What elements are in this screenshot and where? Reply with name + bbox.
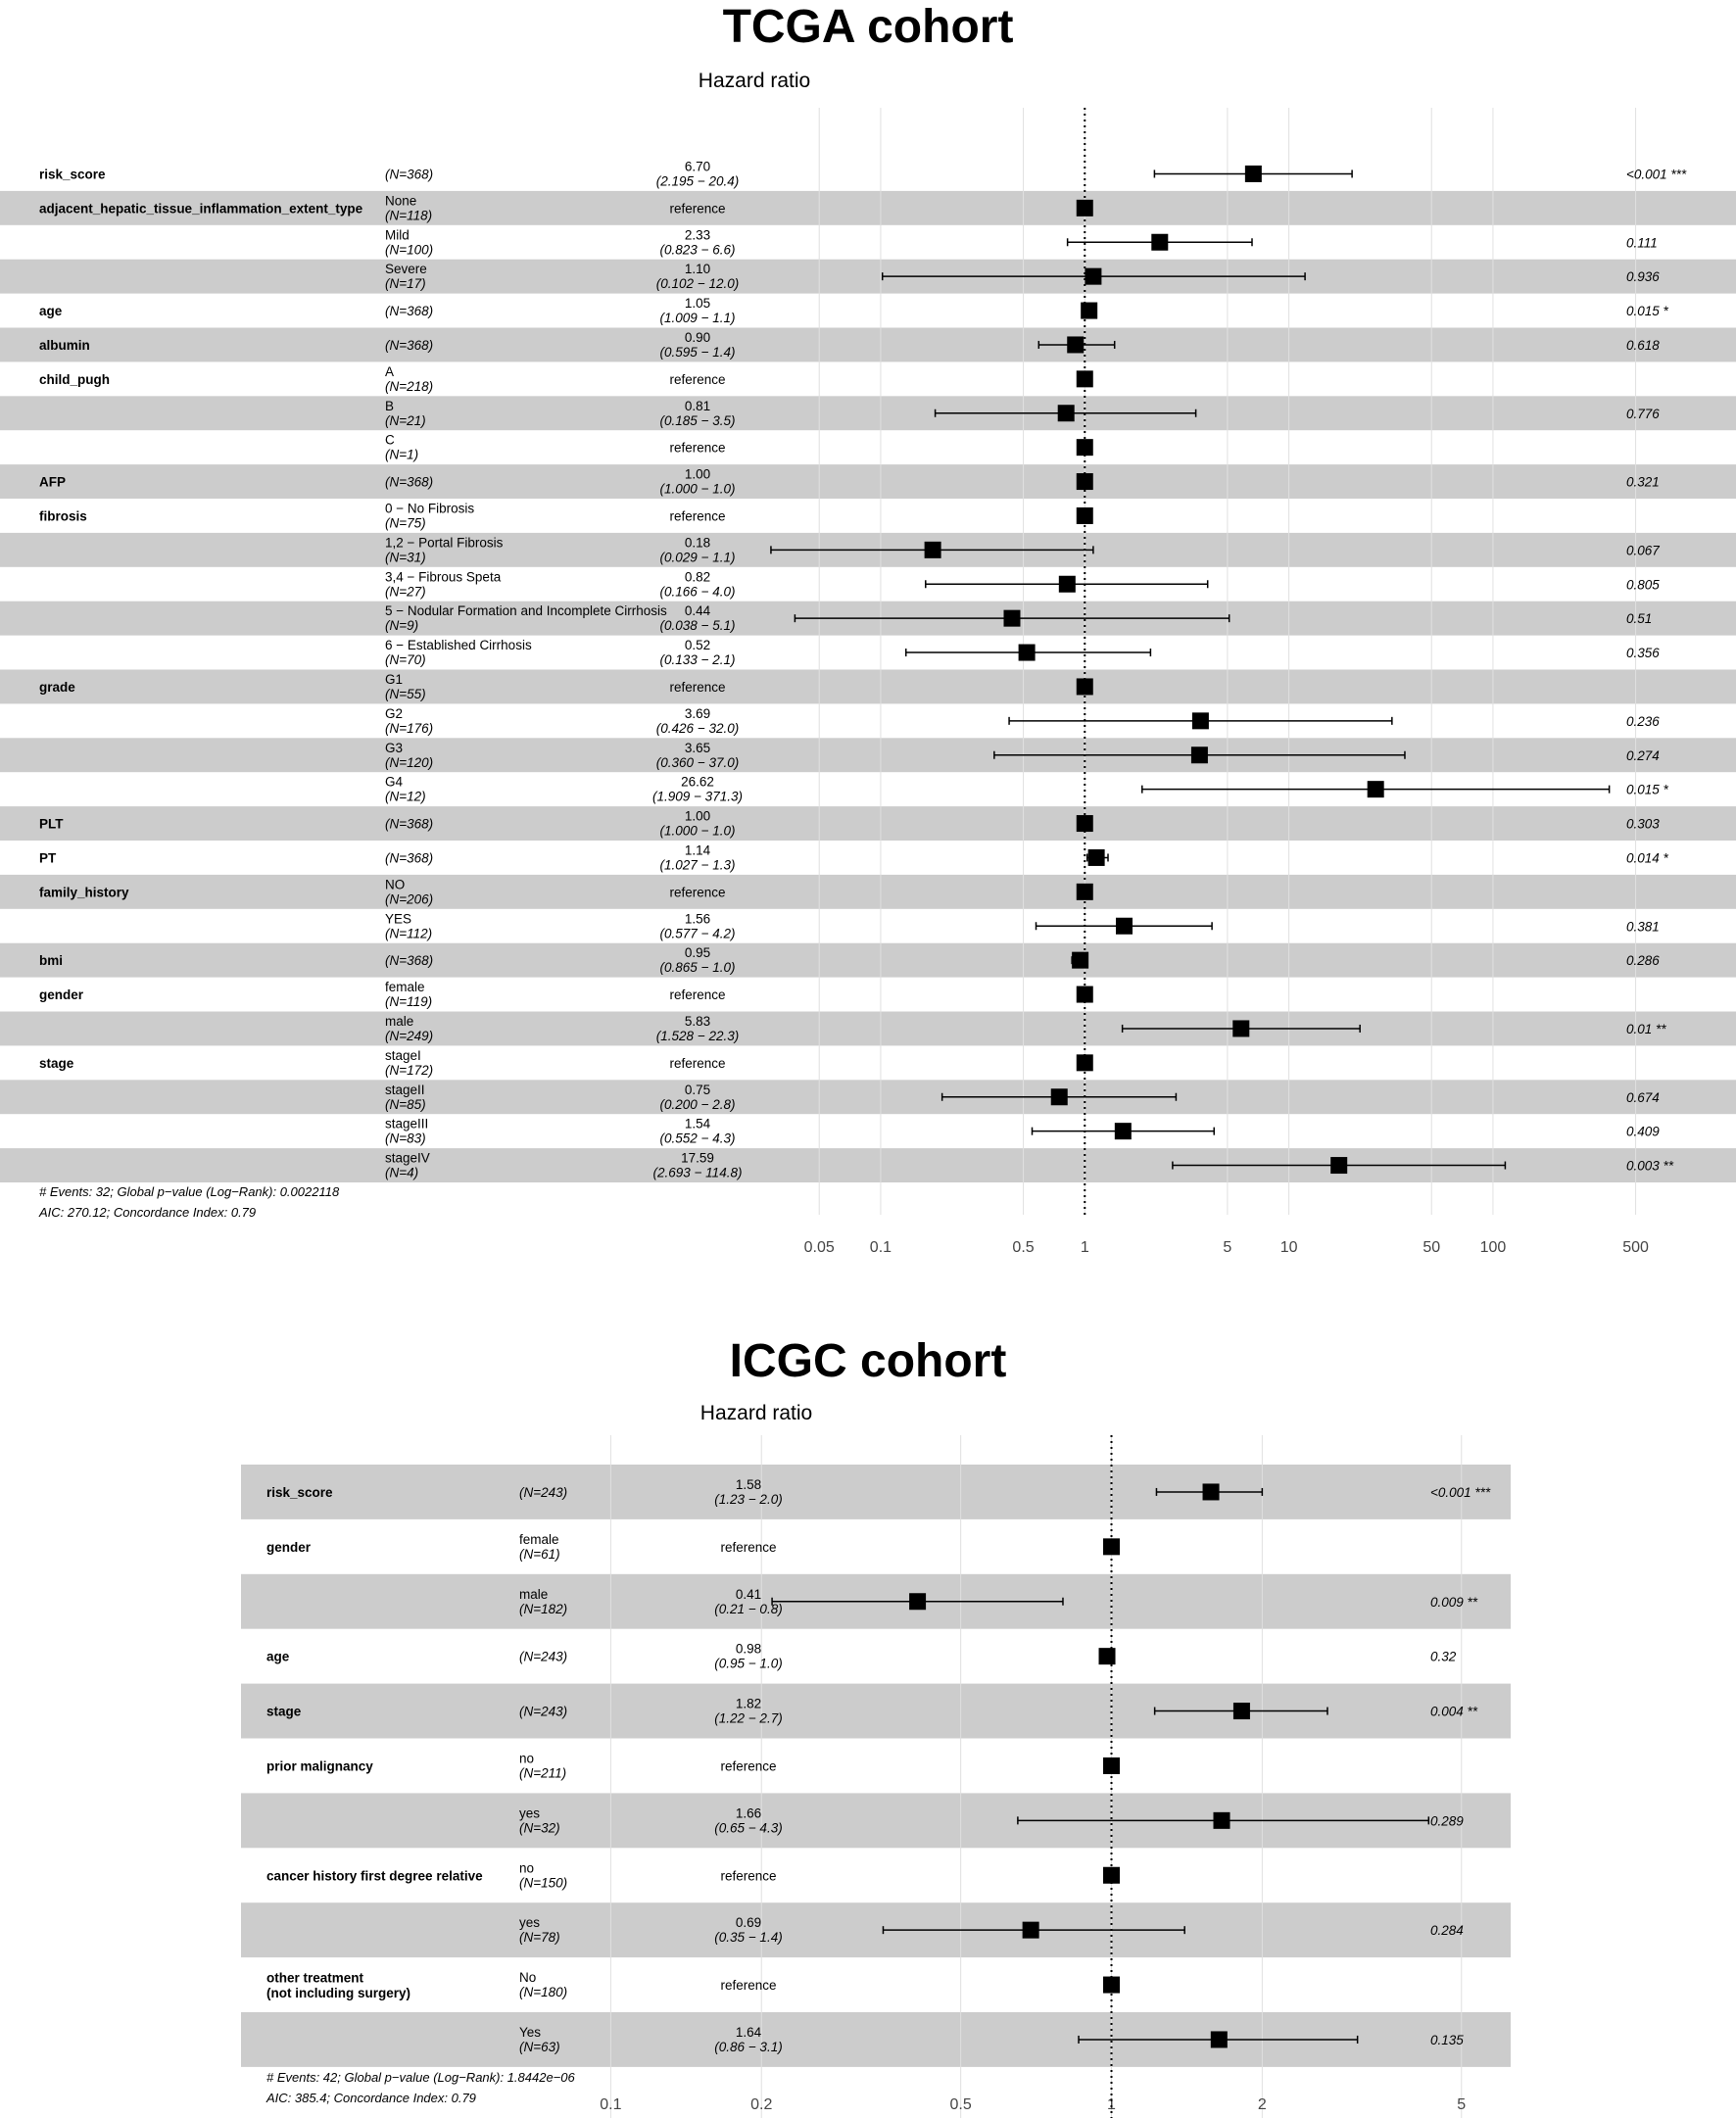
row-hr-label: 1.00 bbox=[684, 808, 711, 824]
hr-point bbox=[1003, 610, 1020, 627]
row-hr-label: 0.52 bbox=[684, 638, 711, 653]
x-tick-label: 1 bbox=[1080, 1239, 1089, 1256]
row-variable-label: adjacent_hepatic_tissue_inflammation_extent_type bbox=[39, 201, 363, 217]
hr-point bbox=[1103, 1757, 1120, 1774]
row-level-label: 6 − Established Cirrhosis bbox=[385, 638, 532, 653]
icgc-forest-plot bbox=[0, 1274, 1736, 2118]
row-n-label: (N=120) bbox=[385, 754, 434, 770]
row-hr-label: 0.18 bbox=[684, 535, 711, 551]
row-p-value: 0.321 bbox=[1626, 474, 1660, 490]
row-p-value: 0.289 bbox=[1430, 1813, 1464, 1829]
row-level-label: no bbox=[519, 1860, 535, 1876]
row-n-label: (N=249) bbox=[385, 1028, 434, 1043]
row-hr-label: 5.83 bbox=[684, 1013, 711, 1029]
row-n-label: (N=9) bbox=[385, 618, 419, 634]
row-level-label: G4 bbox=[385, 774, 404, 790]
hr-point bbox=[1058, 405, 1075, 421]
row-p-value: 0.618 bbox=[1626, 337, 1660, 353]
row-variable-label: grade bbox=[39, 679, 75, 695]
row-n-label: (N=368) bbox=[385, 167, 434, 182]
row-hr-label: 2.33 bbox=[684, 227, 711, 243]
row-p-value: 0.303 bbox=[1626, 816, 1660, 832]
hr-point bbox=[1088, 849, 1105, 866]
tcga-title: TCGA cohort bbox=[722, 1, 1014, 53]
hr-point bbox=[1103, 1538, 1120, 1555]
row-reference-label: reference bbox=[669, 885, 726, 900]
hr-point bbox=[1245, 166, 1262, 182]
hr-point bbox=[1233, 1703, 1250, 1719]
hr-point bbox=[1077, 200, 1093, 217]
hr-point bbox=[1214, 1812, 1230, 1829]
hr-point bbox=[1232, 1020, 1249, 1036]
row-n-label: (N=368) bbox=[385, 304, 434, 319]
row-hr-label: 1.10 bbox=[684, 262, 711, 277]
row-level-label: female bbox=[385, 980, 425, 995]
row-ci-label: (0.552 − 4.3) bbox=[659, 1131, 736, 1146]
row-hr-label: 26.62 bbox=[681, 774, 714, 790]
row-n-label: (N=218) bbox=[385, 378, 434, 394]
x-tick-label: 0.5 bbox=[1012, 1239, 1035, 1256]
hr-point bbox=[1116, 918, 1133, 935]
row-variable-label: other treatment bbox=[266, 1970, 364, 1986]
row-level-label: YES bbox=[385, 911, 412, 927]
row-n-label: (N=31) bbox=[385, 550, 426, 565]
row-reference-label: reference bbox=[669, 440, 726, 456]
row-reference-label: reference bbox=[669, 508, 726, 524]
tcga-xlabel: Hazard ratio bbox=[698, 70, 811, 92]
row-p-value: 0.409 bbox=[1626, 1124, 1660, 1139]
row-p-value: 0.776 bbox=[1626, 406, 1660, 421]
row-level-label: A bbox=[385, 363, 395, 379]
row-hr-label: 1.54 bbox=[684, 1116, 711, 1131]
row-ci-label: (0.038 − 5.1) bbox=[659, 618, 736, 634]
row-hr-label: 0.44 bbox=[684, 603, 711, 619]
row-n-label: (N=368) bbox=[385, 953, 434, 969]
row-ci-label: (1.000 − 1.0) bbox=[659, 823, 736, 839]
x-tick-label: 2 bbox=[1257, 2096, 1267, 2113]
row-level-label: G1 bbox=[385, 671, 404, 687]
row-n-label: (N=75) bbox=[385, 515, 426, 531]
row-level-label: yes bbox=[519, 1915, 541, 1931]
row-hr-label: 0.69 bbox=[735, 1915, 762, 1931]
hr-point bbox=[1103, 1977, 1120, 1994]
row-p-value: 0.01 ** bbox=[1626, 1021, 1666, 1036]
hr-point bbox=[1023, 1922, 1039, 1939]
row-p-value: 0.805 bbox=[1626, 577, 1660, 593]
row-background bbox=[241, 1465, 1511, 1519]
row-n-label: (N=182) bbox=[519, 1601, 568, 1616]
row-variable-label: gender bbox=[266, 1539, 312, 1555]
row-n-label: (N=243) bbox=[519, 1484, 568, 1500]
row-ci-label: (0.029 − 1.1) bbox=[659, 550, 736, 565]
row-background bbox=[0, 1012, 1736, 1046]
row-n-label: (N=1) bbox=[385, 447, 419, 462]
tcga-footnote-aic: AIC: 270.12; Concordance Index: 0.79 bbox=[39, 1205, 257, 1220]
icgc-title: ICGC cohort bbox=[729, 1335, 1007, 1387]
row-ci-label: (0.577 − 4.2) bbox=[659, 926, 736, 941]
row-ci-label: (1.027 − 1.3) bbox=[659, 857, 736, 873]
row-reference-label: reference bbox=[669, 201, 726, 217]
row-level-label: NO bbox=[385, 877, 406, 892]
row-n-label: (N=27) bbox=[385, 584, 426, 600]
row-p-value: 0.015 * bbox=[1626, 304, 1668, 319]
row-p-value: 0.067 bbox=[1626, 543, 1660, 558]
row-n-label: (N=100) bbox=[385, 242, 434, 258]
row-n-label: (N=4) bbox=[385, 1165, 419, 1180]
row-hr-label: 1.66 bbox=[735, 1805, 762, 1821]
row-level-label: No bbox=[519, 1970, 537, 1986]
hr-point bbox=[1077, 473, 1093, 490]
row-hr-label: 3.65 bbox=[684, 740, 711, 755]
x-tick-label: 0.1 bbox=[869, 1239, 892, 1256]
row-p-value: 0.015 * bbox=[1626, 782, 1668, 797]
row-hr-label: 0.95 bbox=[684, 945, 711, 961]
row-variable-label: risk_score bbox=[39, 167, 106, 182]
hr-point bbox=[1072, 952, 1088, 969]
hr-point bbox=[1368, 781, 1384, 797]
x-tick-label: 5 bbox=[1223, 1239, 1232, 1256]
row-level-label: 0 − No Fibrosis bbox=[385, 501, 475, 516]
row-variable-label: PT bbox=[39, 850, 57, 866]
row-p-value: 0.286 bbox=[1626, 953, 1660, 969]
row-n-label: (N=243) bbox=[519, 1704, 568, 1719]
row-variable-label: (not including surgery) bbox=[266, 1985, 410, 2000]
row-ci-label: (2.693 − 114.8) bbox=[652, 1165, 743, 1180]
row-background bbox=[0, 1080, 1736, 1114]
row-ci-label: (1.009 − 1.1) bbox=[659, 311, 736, 326]
row-p-value: 0.284 bbox=[1430, 1923, 1464, 1939]
row-level-label: G3 bbox=[385, 740, 404, 755]
row-p-value: 0.936 bbox=[1626, 269, 1660, 285]
row-variable-label: AFP bbox=[39, 474, 66, 490]
row-variable-label: child_pugh bbox=[39, 371, 110, 387]
row-ci-label: (0.35 − 1.4) bbox=[714, 1930, 783, 1946]
row-reference-label: reference bbox=[720, 1539, 777, 1555]
hr-point bbox=[1211, 2031, 1228, 2047]
hr-point bbox=[1151, 234, 1168, 251]
icgc-footnote-events: # Events: 42; Global p−value (Log−Rank): 1.8442e−06 bbox=[266, 2070, 575, 2085]
row-reference-label: reference bbox=[669, 987, 726, 1003]
row-n-label: (N=368) bbox=[385, 816, 434, 832]
row-ci-label: (0.86 − 3.1) bbox=[714, 2039, 783, 2054]
hr-point bbox=[1203, 1483, 1220, 1500]
x-tick-label: 100 bbox=[1479, 1239, 1507, 1256]
row-n-label: (N=83) bbox=[385, 1131, 426, 1146]
row-n-label: (N=150) bbox=[519, 1875, 568, 1891]
hr-point bbox=[1077, 1054, 1093, 1071]
row-hr-label: 0.98 bbox=[735, 1641, 762, 1657]
row-n-label: (N=118) bbox=[385, 208, 433, 223]
row-p-value: 0.32 bbox=[1430, 1649, 1457, 1664]
row-n-label: (N=78) bbox=[519, 1930, 560, 1946]
row-background bbox=[0, 875, 1736, 909]
row-reference-label: reference bbox=[669, 679, 726, 695]
row-ci-label: (0.360 − 37.0) bbox=[655, 754, 740, 770]
row-ci-label: (0.166 − 4.0) bbox=[659, 584, 736, 600]
hr-point bbox=[1330, 1157, 1347, 1174]
row-ci-label: (0.200 − 2.8) bbox=[659, 1096, 736, 1112]
row-background bbox=[0, 738, 1736, 772]
hr-point bbox=[909, 1593, 926, 1610]
row-hr-label: 1.05 bbox=[684, 296, 711, 312]
row-reference-label: reference bbox=[720, 1978, 777, 1994]
row-n-label: (N=85) bbox=[385, 1096, 426, 1112]
hr-point bbox=[1192, 712, 1209, 729]
row-level-label: female bbox=[519, 1531, 559, 1547]
row-hr-label: 6.70 bbox=[684, 159, 711, 174]
icgc-xlabel: Hazard ratio bbox=[699, 1402, 813, 1424]
row-variable-label: PLT bbox=[39, 816, 64, 832]
x-tick-label: 10 bbox=[1279, 1239, 1298, 1256]
row-level-label: stageI bbox=[385, 1047, 421, 1063]
row-n-label: (N=32) bbox=[519, 1820, 560, 1836]
row-variable-label: cancer history first degree relative bbox=[266, 1868, 483, 1884]
row-variable-label: albumin bbox=[39, 337, 90, 353]
row-ci-label: (0.823 − 6.6) bbox=[659, 242, 736, 258]
row-level-label: stageIV bbox=[385, 1150, 430, 1166]
row-level-label: Severe bbox=[385, 262, 427, 277]
row-level-label: no bbox=[519, 1751, 535, 1766]
row-variable-label: age bbox=[39, 304, 63, 319]
hr-point bbox=[1085, 268, 1101, 285]
row-ci-label: (1.23 − 2.0) bbox=[714, 1491, 783, 1507]
hr-point bbox=[1067, 336, 1084, 353]
row-n-label: (N=70) bbox=[385, 652, 426, 668]
hr-point bbox=[1081, 303, 1097, 319]
x-tick-label: 500 bbox=[1622, 1239, 1649, 1256]
row-level-label: B bbox=[385, 398, 395, 413]
row-background bbox=[0, 806, 1736, 841]
row-level-label: stageII bbox=[385, 1082, 425, 1097]
row-hr-label: 0.41 bbox=[735, 1586, 762, 1602]
row-n-label: (N=21) bbox=[385, 412, 426, 428]
row-ci-label: (0.95 − 1.0) bbox=[714, 1656, 783, 1671]
row-level-label: G2 bbox=[385, 705, 404, 721]
row-level-label: C bbox=[385, 432, 395, 448]
row-hr-label: 1.14 bbox=[684, 842, 711, 858]
row-p-value: 0.51 bbox=[1626, 611, 1653, 627]
x-tick-label: 0.1 bbox=[600, 2096, 622, 2113]
icgc-footnote-aic: AIC: 385.4; Concordance Index: 0.79 bbox=[266, 2091, 476, 2105]
hr-point bbox=[1077, 884, 1093, 900]
row-level-label: None bbox=[385, 193, 417, 209]
x-tick-label: 50 bbox=[1423, 1239, 1441, 1256]
row-n-label: (N=206) bbox=[385, 891, 434, 907]
row-variable-label: gender bbox=[39, 987, 84, 1003]
row-p-value: 0.236 bbox=[1626, 713, 1660, 729]
row-variable-label: stage bbox=[266, 1704, 302, 1719]
hr-point bbox=[1077, 507, 1093, 524]
row-background bbox=[0, 464, 1736, 499]
row-n-label: (N=63) bbox=[519, 2039, 560, 2054]
row-p-value: 0.381 bbox=[1626, 919, 1660, 935]
row-level-label: Mild bbox=[385, 227, 410, 243]
row-n-label: (N=368) bbox=[385, 337, 434, 353]
row-n-label: (N=211) bbox=[519, 1765, 567, 1781]
hr-point bbox=[1099, 1648, 1116, 1664]
row-ci-label: (0.21 − 0.8) bbox=[714, 1601, 783, 1616]
row-background bbox=[0, 396, 1736, 430]
row-reference-label: reference bbox=[669, 371, 726, 387]
row-hr-label: 0.75 bbox=[684, 1082, 711, 1097]
row-level-label: 5 − Nodular Formation and Incomplete Cirrhosis bbox=[385, 603, 667, 619]
row-n-label: (N=112) bbox=[385, 926, 433, 941]
row-hr-label: 17.59 bbox=[681, 1150, 714, 1166]
row-p-value: <0.001 *** bbox=[1430, 1484, 1491, 1500]
row-variable-label: prior malignancy bbox=[266, 1758, 373, 1774]
row-ci-label: (0.185 − 3.5) bbox=[659, 412, 736, 428]
row-ci-label: (0.102 − 12.0) bbox=[655, 276, 740, 292]
row-p-value: <0.001 *** bbox=[1626, 167, 1687, 182]
hr-point bbox=[1103, 1867, 1120, 1884]
row-hr-label: 1.58 bbox=[735, 1476, 762, 1492]
row-n-label: (N=55) bbox=[385, 686, 426, 701]
hr-point bbox=[925, 542, 941, 558]
row-p-value: 0.674 bbox=[1626, 1089, 1660, 1105]
row-variable-label: fibrosis bbox=[39, 508, 87, 524]
row-background bbox=[0, 943, 1736, 978]
row-reference-label: reference bbox=[720, 1758, 777, 1774]
row-p-value: 0.135 bbox=[1430, 2032, 1464, 2047]
x-tick-label: 1 bbox=[1107, 2096, 1116, 2113]
x-tick-label: 5 bbox=[1457, 2096, 1467, 2113]
row-n-label: (N=368) bbox=[385, 850, 434, 866]
row-ci-label: (1.22 − 2.7) bbox=[714, 1710, 783, 1726]
row-hr-label: 1.82 bbox=[735, 1696, 762, 1711]
row-hr-label: 1.56 bbox=[684, 911, 711, 927]
row-p-value: 0.014 * bbox=[1626, 850, 1668, 866]
row-n-label: (N=119) bbox=[385, 994, 433, 1010]
row-p-value: 0.009 ** bbox=[1430, 1594, 1478, 1610]
row-p-value: 0.003 ** bbox=[1626, 1158, 1674, 1174]
row-n-label: (N=243) bbox=[519, 1649, 568, 1664]
hr-point bbox=[1077, 987, 1093, 1003]
row-level-label: male bbox=[385, 1013, 414, 1029]
row-background bbox=[0, 670, 1736, 704]
row-variable-label: bmi bbox=[39, 953, 64, 969]
x-tick-label: 0.2 bbox=[750, 2096, 773, 2113]
row-background bbox=[0, 328, 1736, 362]
row-background bbox=[0, 260, 1736, 294]
row-level-label: 1,2 − Portal Fibrosis bbox=[385, 535, 504, 551]
row-hr-label: 1.00 bbox=[684, 466, 711, 482]
row-level-label: stageIII bbox=[385, 1116, 429, 1131]
row-level-label: yes bbox=[519, 1805, 541, 1821]
row-ci-label: (2.195 − 20.4) bbox=[655, 173, 740, 189]
row-background bbox=[241, 1902, 1511, 1957]
row-ci-label: (0.426 − 32.0) bbox=[655, 720, 740, 736]
row-variable-label: risk_score bbox=[266, 1484, 333, 1500]
row-ci-label: (0.65 − 4.3) bbox=[714, 1820, 783, 1836]
row-ci-label: (1.528 − 22.3) bbox=[655, 1028, 740, 1043]
row-level-label: Yes bbox=[519, 2024, 542, 2040]
tcga-footnote-events: # Events: 32; Global p−value (Log−Rank): 0.0022118 bbox=[39, 1184, 340, 1199]
row-hr-label: 0.90 bbox=[684, 329, 711, 345]
hr-point bbox=[1051, 1088, 1068, 1105]
row-ci-label: (0.133 − 2.1) bbox=[659, 652, 736, 668]
hr-point bbox=[1191, 746, 1208, 763]
row-ci-label: (1.909 − 371.3) bbox=[652, 789, 743, 804]
x-tick-label: 0.5 bbox=[949, 2096, 972, 2113]
row-variable-label: age bbox=[266, 1649, 290, 1664]
x-tick-label: 0.05 bbox=[803, 1239, 835, 1256]
row-p-value: 0.274 bbox=[1626, 747, 1660, 763]
row-level-label: 3,4 − Fibrous Speta bbox=[385, 569, 502, 585]
row-hr-label: 1.64 bbox=[735, 2024, 762, 2040]
hr-point bbox=[1019, 645, 1036, 661]
hr-point bbox=[1059, 576, 1076, 593]
hr-point bbox=[1077, 439, 1093, 456]
hr-point bbox=[1115, 1123, 1132, 1139]
row-reference-label: reference bbox=[720, 1868, 777, 1884]
row-n-label: (N=180) bbox=[519, 1985, 568, 2000]
row-variable-label: family_history bbox=[39, 885, 129, 900]
row-hr-label: 0.81 bbox=[684, 398, 711, 413]
row-variable-label: stage bbox=[39, 1055, 74, 1071]
row-n-label: (N=172) bbox=[385, 1062, 434, 1078]
hr-point bbox=[1077, 370, 1093, 387]
row-n-label: (N=176) bbox=[385, 720, 434, 736]
row-ci-label: (0.865 − 1.0) bbox=[659, 960, 736, 976]
row-n-label: (N=17) bbox=[385, 276, 426, 292]
row-hr-label: 3.69 bbox=[684, 705, 711, 721]
row-n-label: (N=368) bbox=[385, 474, 434, 490]
row-hr-label: 0.82 bbox=[684, 569, 711, 585]
hr-point bbox=[1077, 678, 1093, 695]
row-p-value: 0.004 ** bbox=[1430, 1704, 1478, 1719]
row-n-label: (N=61) bbox=[519, 1546, 560, 1562]
row-n-label: (N=12) bbox=[385, 789, 426, 804]
hr-point bbox=[1077, 815, 1093, 832]
row-p-value: 0.111 bbox=[1626, 235, 1658, 251]
row-ci-label: (1.000 − 1.0) bbox=[659, 481, 736, 497]
row-ci-label: (0.595 − 1.4) bbox=[659, 344, 736, 360]
row-reference-label: reference bbox=[669, 1055, 726, 1071]
row-level-label: male bbox=[519, 1586, 549, 1602]
row-p-value: 0.356 bbox=[1626, 646, 1660, 661]
